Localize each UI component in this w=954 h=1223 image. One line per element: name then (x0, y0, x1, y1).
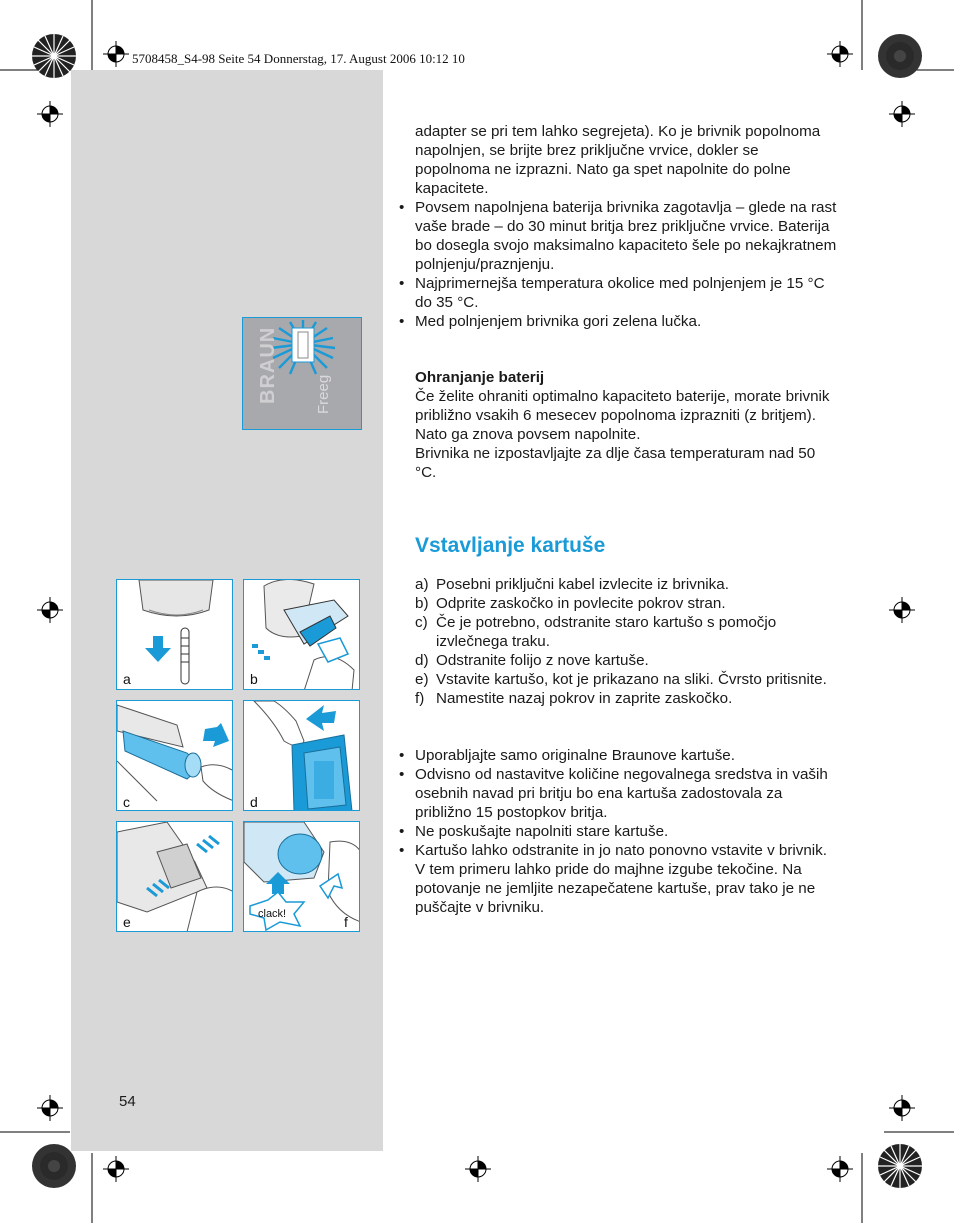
list-item: • Povsem napolnjena baterija brivnika zagotavlja – glede na rast vaše brade – do 30 minut britja brez priključne vrvice. Baterija bo dosegla svojo maksimalno kapaciteto šele po nekajkratnem polnjenju/praznjenju. (397, 198, 837, 274)
section-heading-cartridge: Vstavljanje kartuše (415, 534, 606, 557)
list-item: • Uporabljajte samo originalne Braunove kartuše. (397, 746, 837, 765)
list-item: • Ne poskušajte napolniti stare kartuše. (397, 822, 837, 841)
step-letter: b) (415, 595, 429, 612)
step-item (415, 689, 835, 708)
registration-target-bottom-left (103, 1156, 129, 1182)
list-item: • Kartušo lahko odstranite in jo nato ponovno vstavite v brivnik. V tem primeru lahko pride do majhne izgube tekočine. Na potovanje ne jemljite nezapečatene kartuše, prav tako je ne puščajte v brivniku. (397, 841, 837, 917)
step-text: Vstavite kartušo, kot je prikazano na sliki. Čvrsto pritisnite. (436, 671, 827, 688)
step-item (415, 613, 835, 651)
figure-label: f (344, 914, 348, 930)
registration-target-left-mid (37, 597, 63, 623)
registration-target-bottom-right (827, 1156, 853, 1182)
step-text: Odprite zaskočko in povlecite pokrov stran. (436, 595, 726, 612)
printer-slug: 5708458_S4-98 Seite 54 Donnerstag, 17. August 2006 10:12 10 (132, 51, 465, 66)
step-letter: d) (415, 652, 429, 669)
registration-target-right-lower (889, 1095, 915, 1121)
battery-section (415, 368, 835, 482)
step-text: Odstranite folijo z nove kartuše. (436, 652, 649, 669)
step-text: Če je potrebno, odstranite staro kartušo s pomočjo izvlečnega traku. (436, 614, 777, 650)
open-cover-illustration (244, 580, 360, 690)
registration-target-right-upper (889, 101, 915, 127)
cartridge-bullets (397, 746, 837, 917)
figure-label: e (123, 914, 131, 930)
battery-heading: Ohranjanje baterij (415, 369, 545, 386)
clack-label: clack! (258, 908, 287, 920)
registration-target-top-left (103, 41, 129, 67)
step-letter: c) (415, 614, 428, 631)
figure-label: a (123, 671, 131, 687)
figure-a (116, 579, 233, 690)
step-item (415, 575, 835, 594)
cartridge-steps (415, 575, 835, 708)
density-mark-bottom-left (30, 1142, 78, 1190)
figure-label: c (123, 794, 130, 810)
charging-bullets (397, 198, 837, 331)
shaver-cable-illustration (117, 580, 233, 690)
figure-label: b (250, 671, 258, 687)
brand-logo: BRAUN (257, 326, 279, 404)
figure-f (243, 821, 360, 932)
list-item: • Odvisno od nastavitve količine negovalnega sredstva in vaših osebnih navad pri britju bo ena kartuša zadostovala za približno 15 postopkov britja. (397, 765, 837, 822)
figure-b (243, 579, 360, 690)
remove-foil-illustration (244, 701, 360, 811)
shaver-display-illustration (242, 317, 362, 430)
registration-target-left-lower (37, 1095, 63, 1121)
registration-target-right-mid (889, 597, 915, 623)
list-item: • Med polnjenjem brivnika gori zelena lučka. (397, 312, 837, 331)
starburst-mark-bottom-right (876, 1142, 924, 1190)
registration-target-top-right (827, 41, 853, 67)
step-item (415, 670, 835, 689)
figure-e (116, 821, 233, 932)
page-number: 54 (119, 1093, 136, 1110)
charging-continuation: adapter se pri tem lahko segrejeta). Ko je brivnik popolnoma napolnjen, se brijte brez priključne vrvice, dokler se popolnoma ne izprazni. Nato ga spet napolnite do polne kapacitete. (415, 123, 821, 197)
starburst-mark-top-left (30, 32, 78, 80)
remove-cartridge-illustration (117, 701, 233, 811)
step-text: Namestite nazaj pokrov in zaprite zaskočko. (436, 690, 733, 707)
registration-target-bottom-center (465, 1156, 491, 1182)
insert-cartridge-illustration (117, 822, 233, 932)
step-text: Posebni priključni kabel izvlecite iz brivnika. (436, 576, 729, 593)
registration-target-left-upper (37, 101, 63, 127)
figure-label: d (250, 794, 258, 810)
step-letter: e) (415, 671, 429, 688)
step-item (415, 594, 835, 613)
model-name: Freeg (315, 374, 332, 414)
figure-d (243, 700, 360, 811)
list-item: • Najprimernejša temperatura okolice med polnjenjem je 15 °C do 35 °C. (397, 274, 837, 312)
battery-body: Če želite ohraniti optimalno kapaciteto baterije, morate brivnik približno vsakih 6 mesecev popolnoma izprazniti (z britjem). Nato ga znova povsem napolnite. (415, 388, 830, 443)
battery-body-2: Brivnika ne izpostavljajte za dlje časa temperaturam nad 50 °C. (415, 445, 816, 481)
figure-c (116, 700, 233, 811)
step-letter: f) (415, 690, 425, 707)
step-item (415, 651, 835, 670)
density-mark-top-right (876, 32, 924, 80)
step-letter: a) (415, 576, 429, 593)
